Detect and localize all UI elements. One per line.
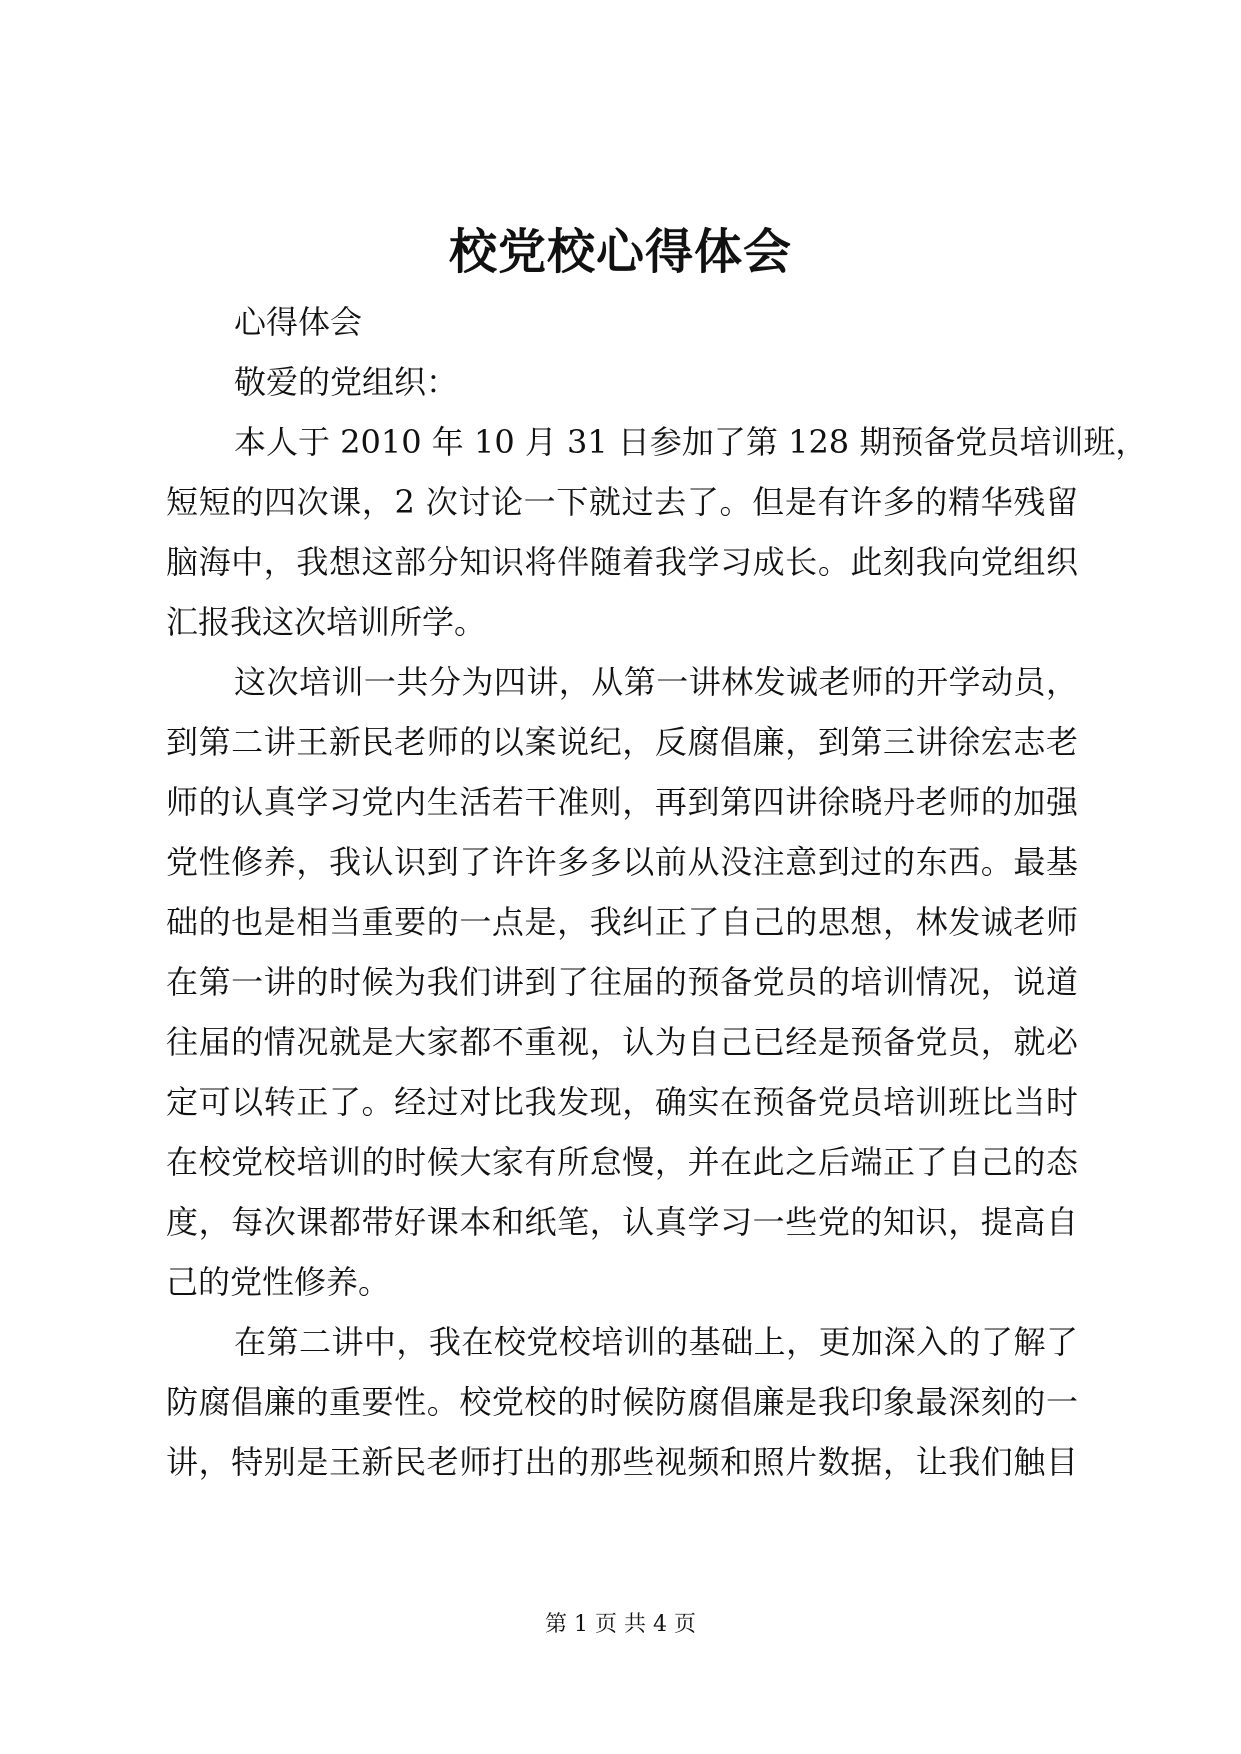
text-line: 讲，特别是王新民老师打出的那些视频和照片数据，让我们触目 <box>166 1443 1078 1481</box>
page-footer: 第 1 页 共 4 页 <box>545 1612 696 1637</box>
text-line: 师的认真学习党内生活若干准则，再到第四讲徐晓丹老师的加强 <box>166 783 1078 821</box>
text-line: 敬爱的党组织： <box>234 363 459 401</box>
text-line: 汇报我这次培训所学。 <box>166 603 487 641</box>
document-body <box>166 292 1148 1492</box>
text-line: 在校党校培训的时候大家有所怠慢，并在此之后端正了自己的态 <box>166 1143 1078 1181</box>
text-line: 度，每次课都带好课本和纸笔，认真学习一些党的知识，提高自 <box>166 1203 1078 1241</box>
text-line: 党性修养，我认识到了许许多多以前从没注意到过的东西。最基 <box>166 843 1078 881</box>
text-line: 到第二讲王新民老师的以案说纪，反腐倡廉，到第三讲徐宏志老 <box>166 723 1078 761</box>
text-line: 己的党性修养。 <box>166 1263 391 1301</box>
document-title: 校党校心得体会 <box>448 224 792 280</box>
text-line: 短短的四次课，2 次讨论一下就过去了。但是有许多的精华残留 <box>166 483 1078 521</box>
text-line: 在第一讲的时候为我们讲到了往届的预备党员的培训情况，说道 <box>166 963 1078 1001</box>
text-line: 础的也是相当重要的一点是，我纠正了自己的思想，林发诚老师 <box>166 903 1078 941</box>
text-line: 心得体会 <box>234 303 363 341</box>
text-line: 本人于 2010 年 10 月 31 日参加了第 128 期预备党员培训班， <box>234 423 1148 461</box>
text-line: 往届的情况就是大家都不重视，认为自己已经是预备党员，就必 <box>166 1023 1078 1061</box>
text-line: 在第二讲中，我在校党校培训的基础上，更加深入的了解了 <box>234 1323 1078 1361</box>
text-line: 脑海中，我想这部分知识将伴随着我学习成长。此刻我向党组织 <box>166 543 1078 581</box>
text-line: 防腐倡廉的重要性。校党校的时候防腐倡廉是我印象最深刻的一 <box>166 1383 1078 1421</box>
text-line: 这次培训一共分为四讲，从第一讲林发诚老师的开学动员， <box>234 663 1078 701</box>
text-line: 定可以转正了。经过对比我发现，确实在预备党员培训班比当时 <box>166 1083 1078 1121</box>
